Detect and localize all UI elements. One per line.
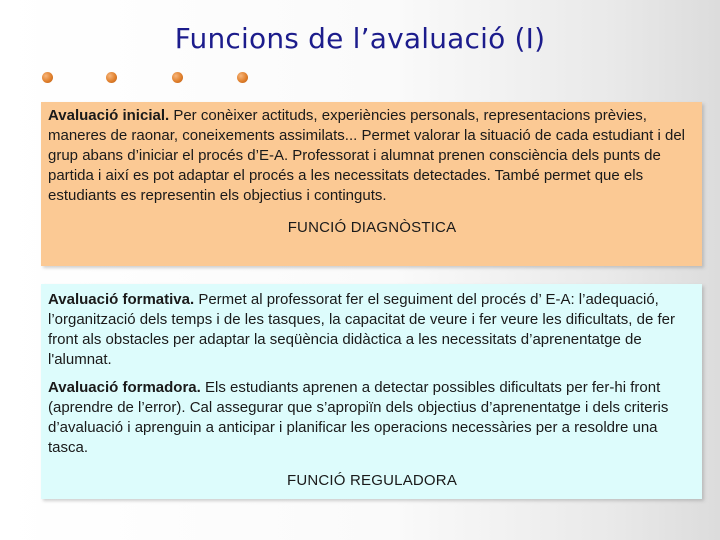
- bullet-dot-icon: [106, 72, 117, 83]
- formadora-assessment-term: Avaluació formadora.: [48, 379, 201, 396]
- initial-assessment-text: Per conèixer actituds, experiències personals, representacions prèvies, maneres de raonar, coneixements assimilats... Permet valorar la situació de cada estudiant i del grup abans d’iniciar el procés d’E-A. Professorat i alumnat prenen consciència dels punts de partida i així es pot adaptar el procés a les necessitats detectades. També permet que els estudiants es representin els objectius i continguts.: [48, 107, 685, 204]
- slide-title: Funcions de l’avaluació (I): [174, 22, 546, 55]
- decorative-dots: [0, 70, 720, 86]
- formative-assessment-text: Permet al professorat fer el seguiment del procés d’ E-A: l’adequació, l’organització dels temps i de les tasques, la capacitat de veure i fer veure les dificultats, de fer front als obstacles per adaptar la seqüència didàctica a les necessitats d’aprenentatge de l'alumnat.: [48, 291, 675, 368]
- regulatory-function-label: FUNCIÓ REGULADORA: [286, 472, 458, 489]
- initial-assessment-term: Avaluació inicial.: [48, 107, 170, 124]
- diagnostic-box: [41, 102, 702, 266]
- initial-assessment-paragraph: [48, 106, 696, 206]
- formadora-assessment-text: Els estudiants aprenen a detectar possibles dificultats per fer-hi front (aprendre de l’error). Cal assegurar que s’apropiïn dels objectius d’aprenentatge i dels criteris d’avaluació i aprenguin a anticipar i planificar les operacions necessàries per a resoldre una tasca.: [48, 379, 669, 456]
- formative-assessment-paragraph: [48, 290, 696, 370]
- bullet-dot-icon: [42, 72, 53, 83]
- formative-assessment-term: Avaluació formativa.: [48, 291, 195, 308]
- regulatory-box: [41, 284, 702, 499]
- formadora-assessment-paragraph: [48, 378, 696, 458]
- bullet-dot-icon: [172, 72, 183, 83]
- bullet-dot-icon: [237, 72, 248, 83]
- diagnostic-function-label: FUNCIÓ DIAGNÒSTICA: [287, 219, 457, 236]
